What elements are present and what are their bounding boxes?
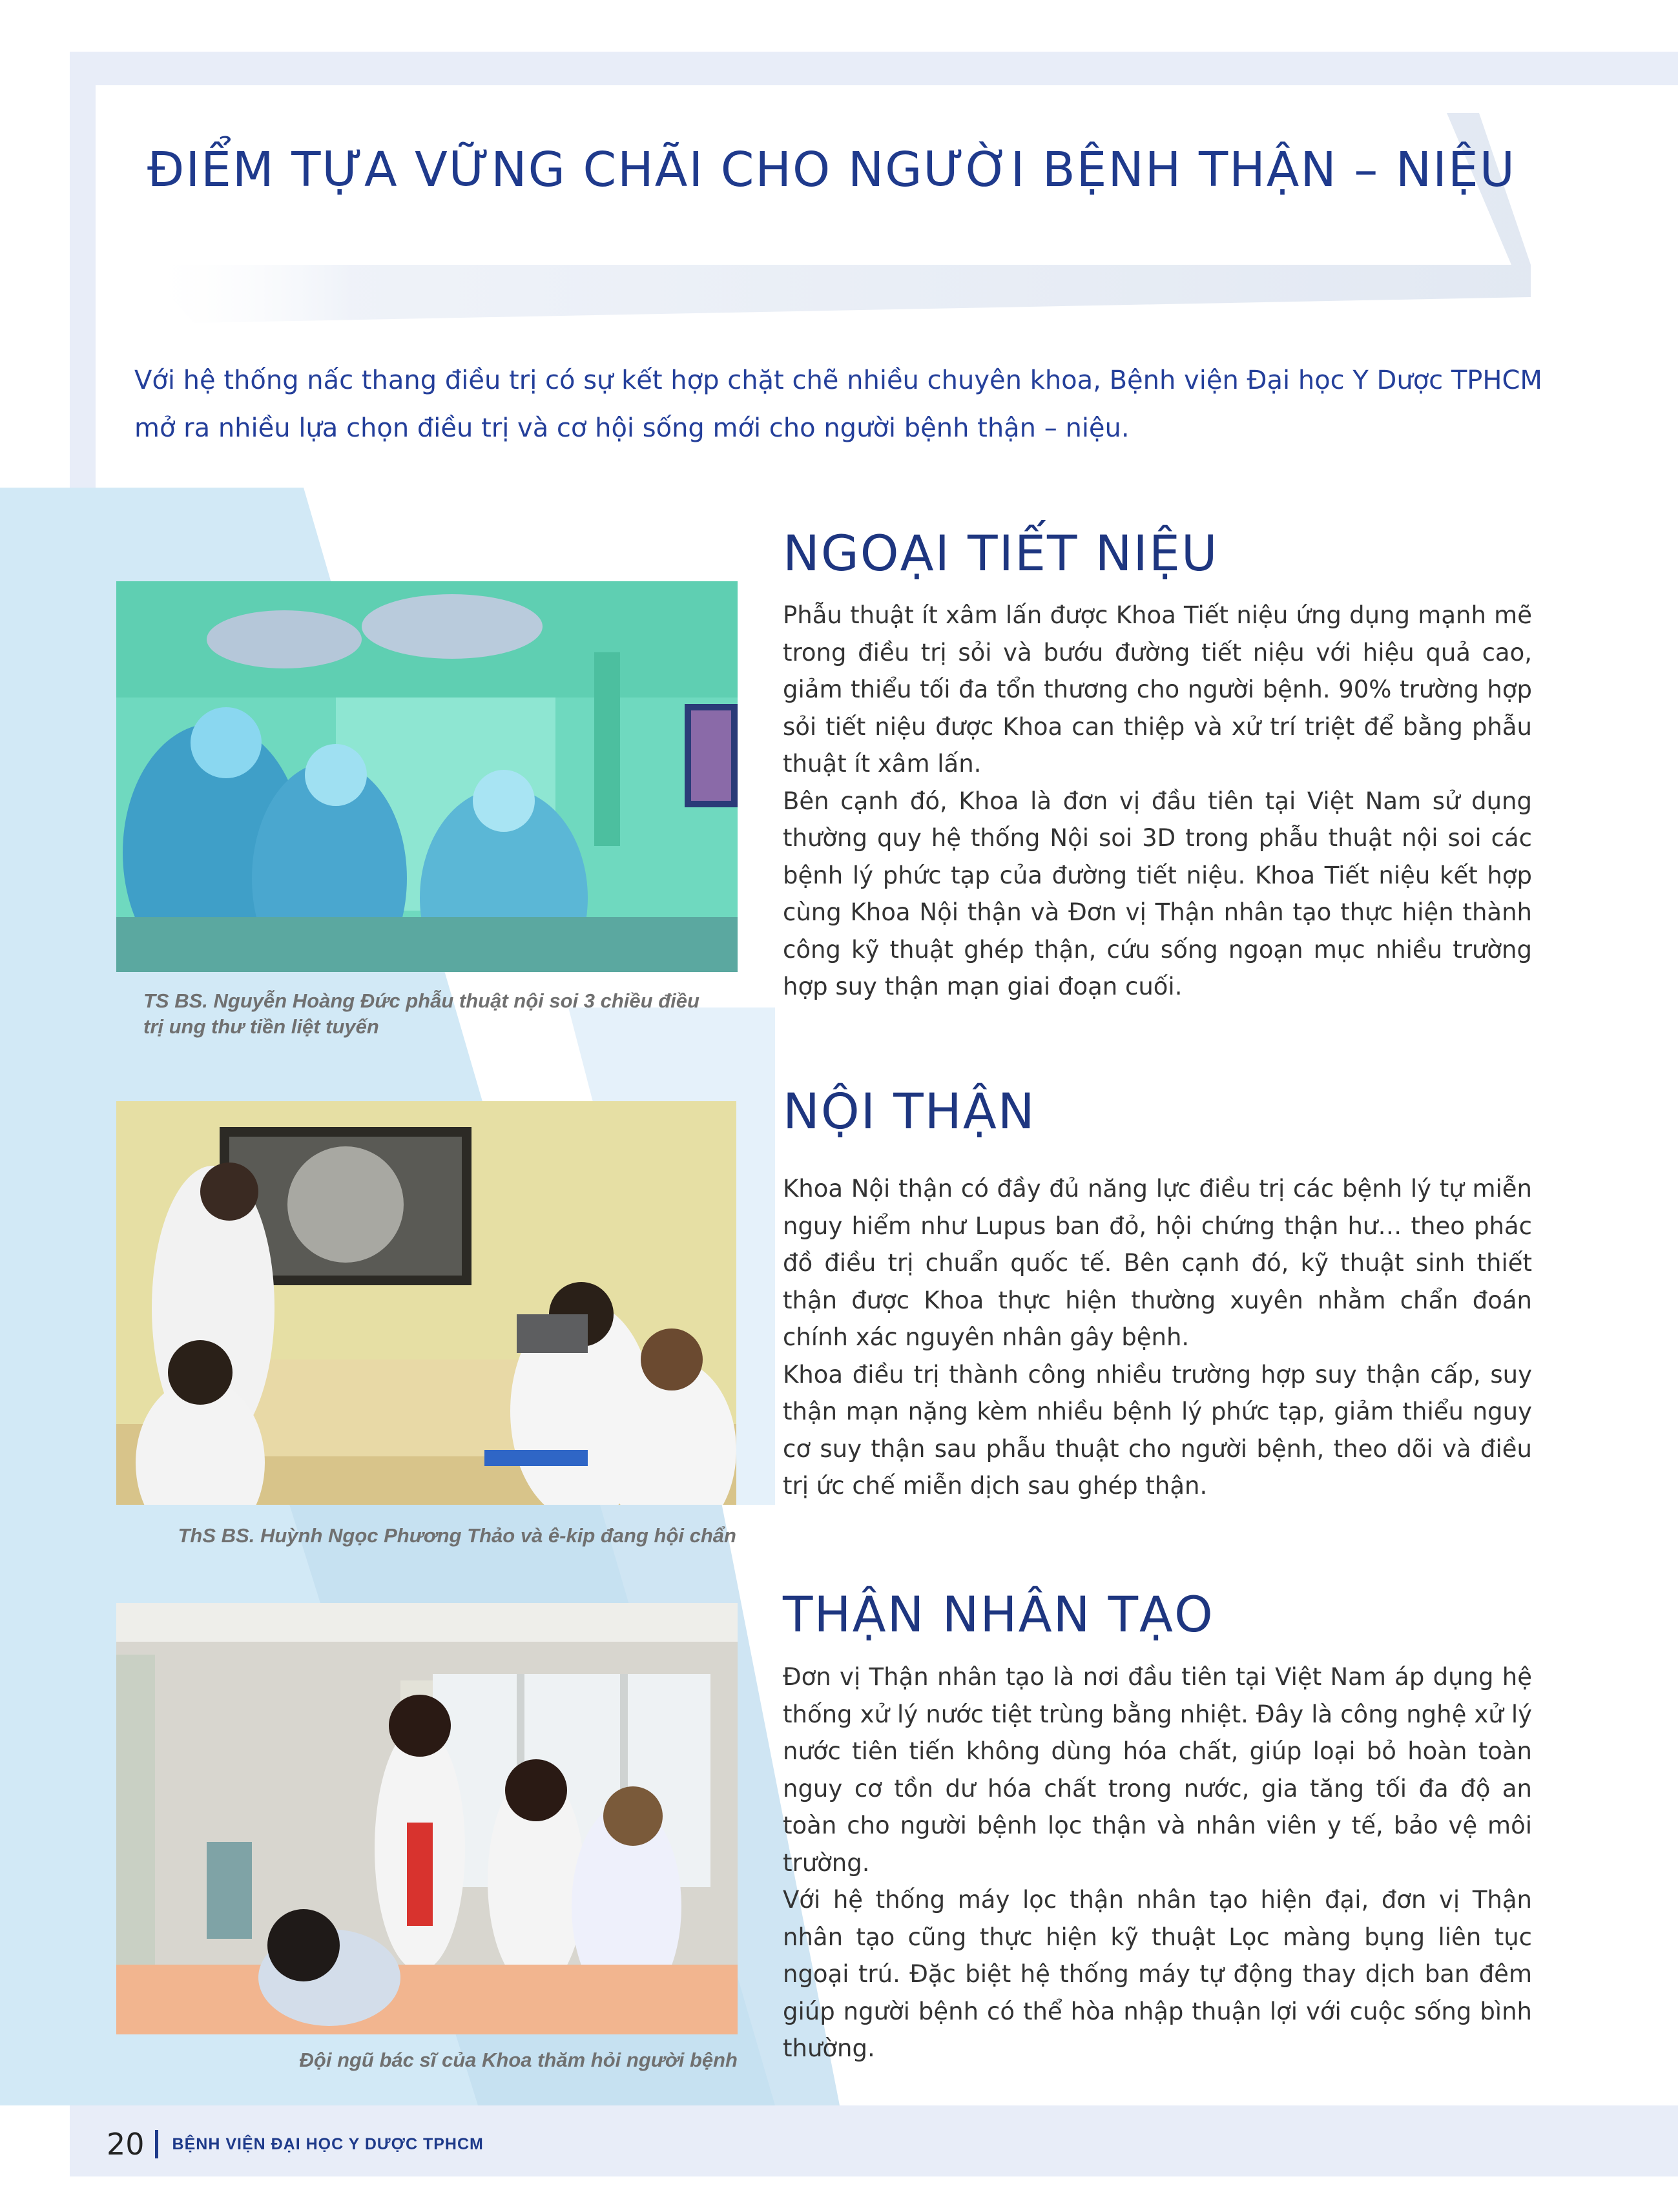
- page-number: 20: [107, 2127, 145, 2162]
- section-body-noi-than: [783, 1170, 1532, 1505]
- page-footer: [107, 2122, 484, 2167]
- section-title-noi-than: NỘI THẬN: [783, 1082, 1036, 1140]
- publication-name: BỆNH VIỆN ĐẠI HỌC Y DƯỢC TPHCM: [172, 2134, 484, 2153]
- section-title-than-nhan-tao: THẬN NHÂN TẠO: [783, 1586, 1214, 1643]
- section-paragraph: Khoa điều trị thành công nhiều trường hợp suy thận cấp, suy thận mạn nặng kèm nhiều bệnh lý phức tạp, giảm thiểu nguy cơ suy thận sau phẫu thuật cho người bệnh, theo dõi và điều trị ức chế miễn dịch sau ghép thận.: [783, 1360, 1532, 1500]
- section-paragraph: Phẫu thuật ít xâm lấn được Khoa Tiết niệu ứng dụng mạnh mẽ trong điều trị sỏi và bướu đường tiết niệu với hiệu quả cao, giảm thiểu tối đa tổn thương cho người bệnh. 90% trường hợp sỏi tiết niệu được Khoa can thiệp và xử trí triệt để bằng phẫu thuật ít xâm lấn.: [783, 601, 1532, 778]
- section-paragraph: Bên cạnh đó, Khoa là đơn vị đầu tiên tại Việt Nam sử dụng thường quy hệ thống Nội soi 3D trong phẫu thuật nội soi các bệnh lý phức tạp của đường tiết niệu. Khoa Tiết niệu kết hợp cùng Khoa Nội thận và Đơn vị Thận nhân tạo thực hiện thành công kỹ thuật ghép thận, cứu sống ngoạn mục nhiều trường hợp suy thận mạn giai đoạn cuối.: [783, 787, 1532, 1000]
- footer-divider: [155, 2130, 158, 2158]
- section-title-ngoai-tiet-nieu: NGOẠI TIẾT NIỆU: [783, 524, 1219, 582]
- photo-caption-surgery: TS BS. Nguyễn Hoàng Đức phẫu thuật nội soi 3 chiều điều trị ung thư tiền liệt tuyến: [143, 989, 699, 1038]
- patient-visit-photo: [116, 1603, 738, 2034]
- page-title: ĐIỂM TỰA VỮNG CHÃI CHO NGƯỜI BỆNH THẬN – NIỆU: [147, 142, 1516, 198]
- section-paragraph: Với hệ thống máy lọc thận nhân tạo hiện đại, đơn vị Thận nhân tạo cũng thực hiện kỹ thuật Lọc màng bụng liên tục ngoại trú. Đặc biệt hệ thống máy tự động thay dịch ban đêm giúp người bệnh có thể hòa nhập thuận lợi với cuộc sống bình thường.: [783, 1886, 1532, 2062]
- surgery-photo: [116, 581, 738, 972]
- intro-paragraph: Với hệ thống nấc thang điều trị có sự kết hợp chặt chẽ nhiều chuyên khoa, Bệnh viện Đại học Y Dược TPHCM mở ra nhiều lựa chọn điều trị và cơ hội sống mới cho người bệnh thận – niệu.: [134, 366, 1542, 443]
- consultation-photo: [116, 1101, 736, 1505]
- section-paragraph: Đơn vị Thận nhân tạo là nơi đầu tiên tại Việt Nam áp dụng hệ thống xử lý nước tiệt trùng bằng nhiệt. Đây là công nghệ xử lý nước tiên tiến không dùng hóa chất, giúp loại bỏ hoàn toàn nguy cơ tồn dư hóa chất trong nước, gia tăng tối đa độ an toàn cho người bệnh lọc thận và nhân viên y tế, bảo vệ môi trường.: [783, 1663, 1532, 1877]
- section-body-ngoai-tiet-nieu: [783, 597, 1532, 1006]
- section-paragraph: Khoa Nội thận có đầy đủ năng lực điều trị các bệnh lý tự miễn nguy hiểm như Lupus ban đỏ, hội chứng thận hư… theo phác đồ điều trị chuẩn quốc tế. Bên cạnh đó, kỹ thuật sinh thiết thận được Khoa thực hiện thường xuyên nhằm chẩn đoán chính xác nguyên nhân gây bệnh.: [783, 1175, 1532, 1351]
- section-body-than-nhan-tao: [783, 1659, 1532, 2067]
- photo-caption-consultation: ThS BS. Huỳnh Ngọc Phương Thảo và ê-kip đang hội chẩn: [178, 1524, 736, 1547]
- photo-caption-patient-visit: Đội ngũ bác sĩ của Khoa thăm hỏi người bệnh: [299, 2049, 738, 2071]
